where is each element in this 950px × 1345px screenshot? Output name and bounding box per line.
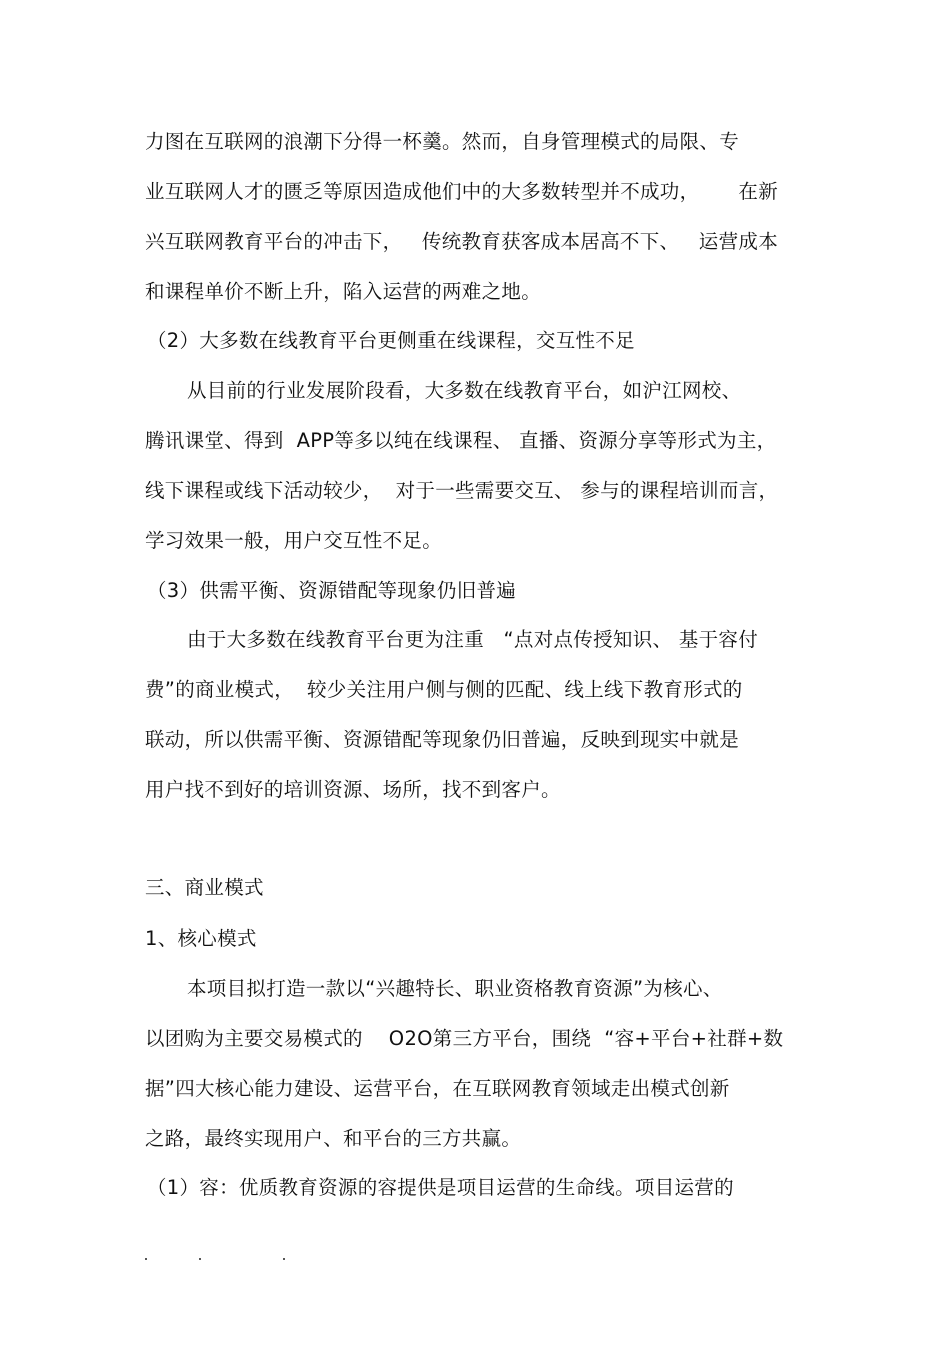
footer-dots <box>145 1258 305 1268</box>
footer-dot <box>283 1258 285 1260</box>
subheading-2: （2）大多数在线教育平台更侧重在线课程，交互性不足 <box>147 329 635 352</box>
paragraph-line-6: 从目前的行业发展阶段看，大多数在线教育平台，如沪江网校、 <box>187 379 742 402</box>
paragraph-line-3: 兴互联网教育平台的冲击下， 传统教育获客成本居高不下、 运营成本 <box>145 230 778 253</box>
paragraph-line-17: 本项目拟打造一款以“兴趣特长、职业资格教育资源”为核心、 <box>187 977 723 1000</box>
footer-dot <box>145 1258 147 1260</box>
subheading-1: （1）容：优质教育资源的容提供是项目运营的生命线。项目运营的 <box>147 1176 734 1199</box>
paragraph-line-8: 线下课程或线下活动较少， 对于一些需要交互、 参与的课程培训而言， <box>145 479 779 502</box>
paragraph-line-7: 腾讯课堂、得到 APP等多以纯在线课程、 直播、资源分享等形式为主， <box>145 429 777 452</box>
paragraph-line-20: 之路，最终实现用户、和平台的三方共赢。 <box>145 1127 522 1150</box>
section-heading: 三、商业模式 <box>145 876 264 899</box>
subsection-heading: 1、核心模式 <box>145 927 257 950</box>
subheading-3: （3）供需平衡、资源错配等现象仍旧普遍 <box>147 579 517 602</box>
paragraph-line-9: 学习效果一般，用户交互性不足。 <box>145 529 443 552</box>
paragraph-line-4: 和课程单价不断上升，陷入运营的两难之地。 <box>145 280 542 303</box>
footer-dot <box>199 1258 201 1260</box>
paragraph-line-19: 据”四大核心能力建设、运营平台，在互联网教育领域走出模式创新 <box>145 1077 730 1100</box>
paragraph-line-13: 联动，所以供需平衡、资源错配等现象仍旧普遍，反映到现实中就是 <box>145 728 740 751</box>
paragraph-line-2: 业互联网人才的匮乏等原因造成他们中的大多数转型并不成功， 在新 <box>145 180 778 203</box>
paragraph-line-11: 由于大多数在线教育平台更为注重 “点对点传授知识、 基于容付 <box>187 628 758 651</box>
paragraph-line-14: 用户找不到好的培训资源、场所，找不到客户。 <box>145 778 561 801</box>
paragraph-line-12: 费”的商业模式， 较少关注用户侧与侧的匹配、线上线下教育形式的 <box>145 678 743 701</box>
paragraph-line-18: 以团购为主要交易模式的 O2O第三方平台，围绕 “容+平台+社群+数 <box>145 1027 784 1050</box>
paragraph-line-1: 力图在互联网的浪潮下分得一杯羹。然而，自身管理模式的局限、专 <box>145 130 740 153</box>
